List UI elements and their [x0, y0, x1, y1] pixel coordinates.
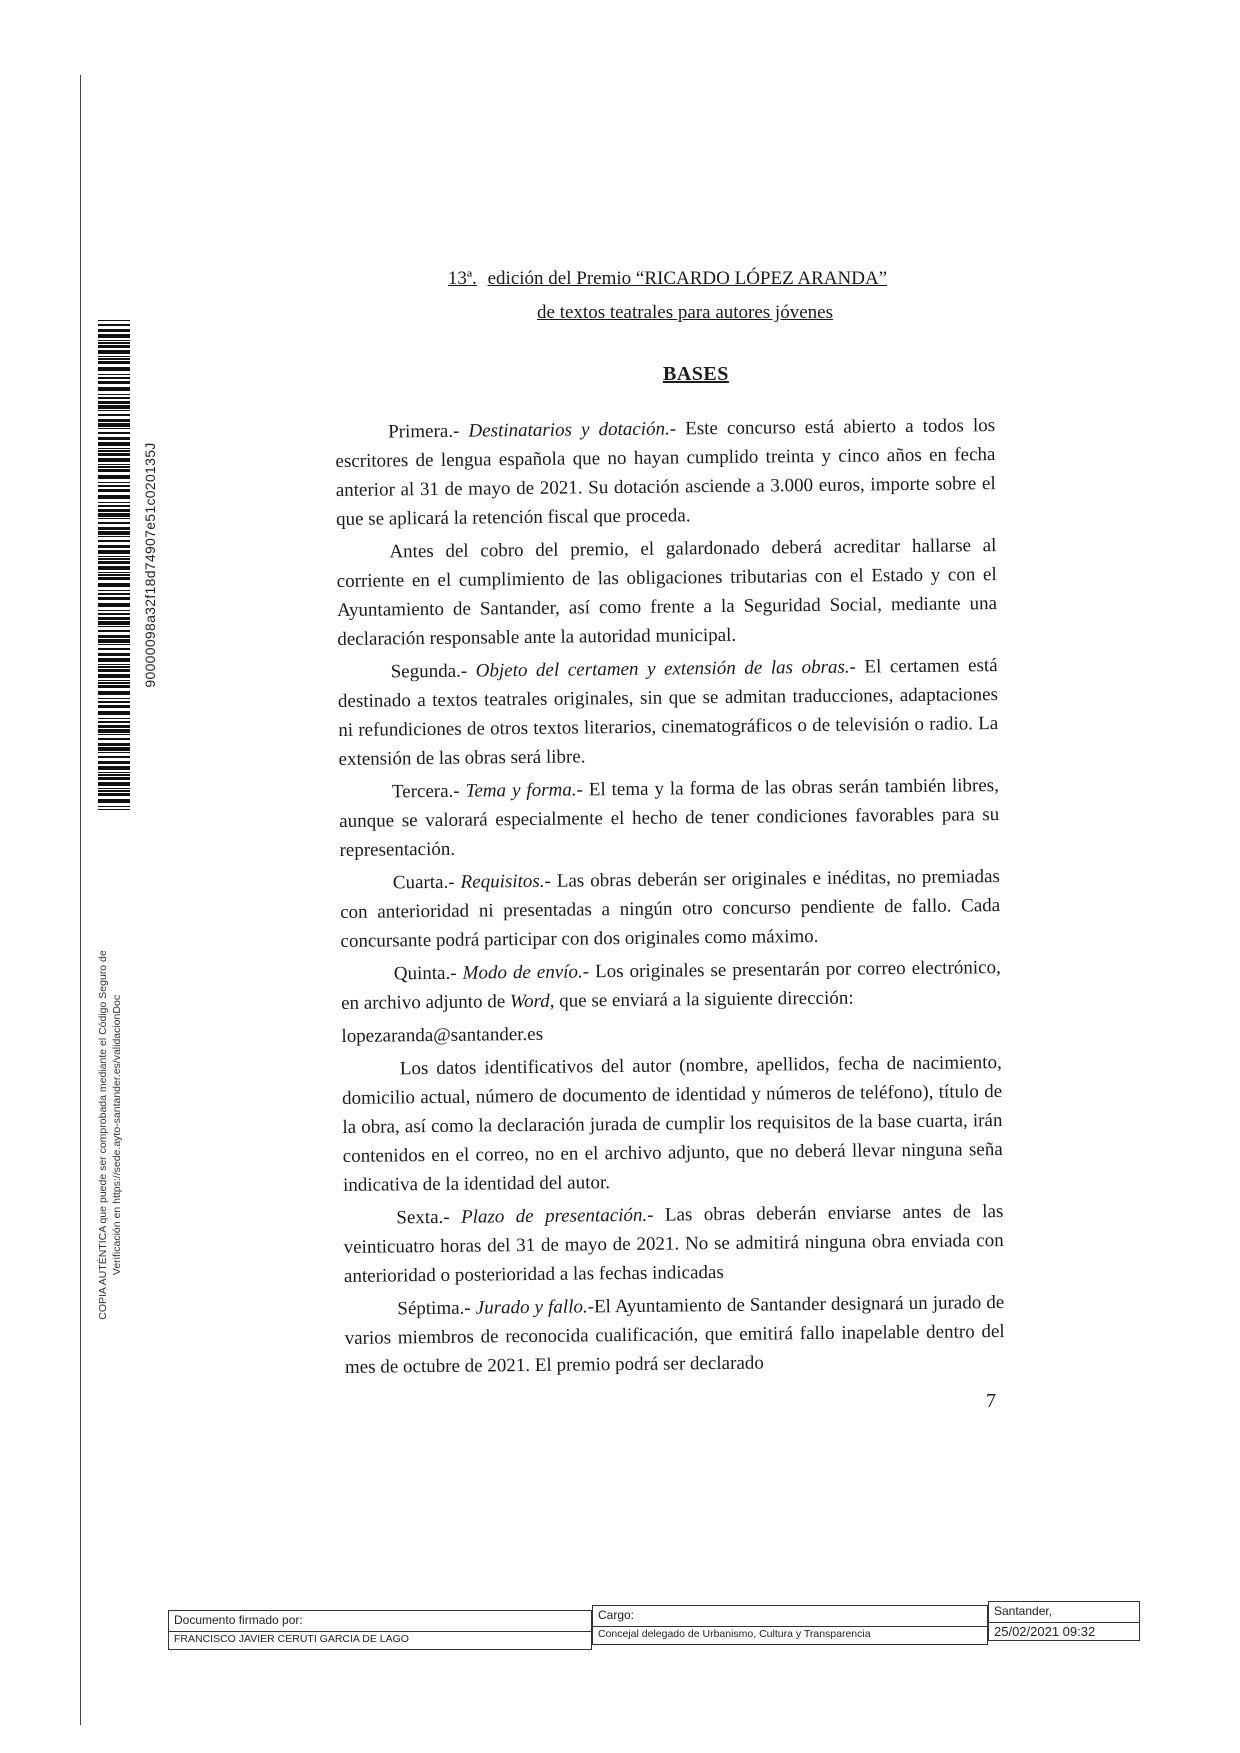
contact-email	[341, 1015, 1001, 1051]
section-name: Segunda.-	[390, 660, 468, 683]
section-text: El certamen está destinado a textos teatrales originales, sin que se admitan traducciones, adaptaciones ni refundiciones de otros textos literarios, cinematográficos o de televisión o radio. La extensión de las obras será libre.	[337, 655, 999, 770]
email-address: lopezaranda@santander.es	[341, 1023, 544, 1047]
section-name: Primera.-	[388, 420, 460, 443]
prize-title: edición del Premio “RICARDO LÓPEZ ARANDA”	[487, 268, 888, 289]
section-text: Los originales se presentarán por correo electrónico, en archivo adjunto de	[341, 957, 1001, 1014]
position-label: Cargo:	[598, 1608, 635, 1622]
title-line-1	[0, 268, 1240, 290]
position-cell	[592, 1605, 988, 1645]
section-name: Sexta.-	[396, 1206, 450, 1229]
section-text: Antes del cobro del premio, el galardonado deberá acreditar hallarse al corriente en el cumplimiento de las obligaciones tributarias con el Estado y con el Ayuntamiento de Santander, así como frente a la Seguridad Social, mediante una declaración responsable ante la autoridad municipal.	[336, 535, 998, 650]
section-septima	[344, 1288, 1005, 1382]
section-text: , que se enviará a la siguiente dirección:	[549, 987, 854, 1012]
date-cell	[988, 1601, 1140, 1641]
barcode-code: 90000098a32f18d74907e51c020135J	[142, 442, 158, 688]
section-cuarta	[340, 862, 1001, 956]
document-body	[335, 411, 1005, 1386]
section-name: Quinta.-	[393, 962, 457, 985]
section-primera	[335, 411, 996, 534]
section-text: Las obras deberán enviarse antes de las veinticuatro horas del 31 de mayo de 2021. No se admitirá ninguna obra enviada con anterioridad o posterioridad a las fechas indicadas	[343, 1201, 1004, 1287]
position-value: Concejal delegado de Urbanismo, Cultura y Transparencia	[598, 1628, 871, 1640]
edition-ordinal: 13ª.	[447, 268, 477, 289]
section-text: Los datos identificativos del autor (nombre, apellidos, fecha de nacimiento, domicilio actual, número de documento de identidad y números de teléfono), título de la obra, así como la declaración jurada de cumplir los requisitos de la base cuarta, irán contenidos en el correo, no en el archivo adjunto, que no deberá llevar ninguna seña indicativa de la identidad del autor.	[342, 1052, 1003, 1196]
section-quinta	[341, 953, 1002, 1018]
bases-heading: BASES	[663, 363, 729, 385]
signer-value: FRANCISCO JAVIER CERUTI GARCIA DE LAGO	[174, 1633, 409, 1645]
section-tercera	[339, 771, 1000, 865]
place-label: Santander,	[994, 1604, 1053, 1618]
section-topic: Jurado y fallo.-	[475, 1296, 595, 1319]
section-topic: Requisitos.-	[460, 870, 551, 893]
barcode-image	[98, 320, 130, 810]
paragraph-cobro	[336, 531, 997, 654]
title-line-2	[0, 302, 1240, 324]
section-segunda	[338, 651, 999, 774]
section-name: Tercera.-	[391, 780, 460, 803]
section-name: Cuarta.-	[392, 871, 455, 894]
signer-cell	[168, 1610, 592, 1650]
signature-table	[168, 1601, 1140, 1651]
verification-line-2: Verificación en https://sede.ayto-santander.es/validacionDoc	[111, 994, 123, 1276]
verification-note	[96, 950, 124, 1319]
section-sexta	[343, 1197, 1004, 1291]
section-text: Las obras deberán ser originales e inéditas, no premiadas con anterioridad ni presentadas a ningún otro concurso pendiente de fallo. Cada concursante podrá participar con dos originales como máximo.	[340, 866, 1001, 952]
verification-line-1: COPIA AUTÉNTICA que puede ser comprobada mediante el Código Seguro de	[97, 950, 109, 1320]
section-text: El tema y la forma de las obras serán también libres, aunque se valorará especialmente el hecho de tener condiciones favorables para su representación.	[339, 775, 1000, 861]
page-number: 7	[986, 1390, 996, 1412]
section-name: Séptima.-	[397, 1297, 471, 1320]
signer-label: Documento firmado por:	[174, 1613, 303, 1627]
word-format: Word	[509, 990, 550, 1013]
section-topic: Tema y forma.-	[465, 779, 583, 802]
paragraph-datos	[342, 1048, 1003, 1200]
section-text: Este concurso está abierto a todos los escritores de lengua española que no hayan cumplido treinta y cinco años en fecha anterior al 31 de mayo de 2021. Su dotación asciende a 3.000 euros, importe sobre el que se aplicará la retención fiscal que proceda.	[335, 415, 996, 530]
section-text: El Ayuntamiento de Santander designará un jurado de varios miembros de reconocida cualificación, que emitirá fallo inapelable dentro del mes de octubre de 2021. El premio podrá ser declarado	[344, 1292, 1005, 1378]
section-topic: Modo de envío.-	[462, 961, 590, 984]
section-topic: Destinatarios y dotación.-	[468, 418, 677, 442]
section-topic: Plazo de presentación.-	[460, 1204, 654, 1228]
prize-subtitle: de textos teatrales para autores jóvenes	[537, 302, 833, 323]
section-topic: Objeto del certamen y extensión de las obras.-	[475, 656, 857, 682]
signature-datetime: 25/02/2021 09:32	[994, 1624, 1096, 1639]
